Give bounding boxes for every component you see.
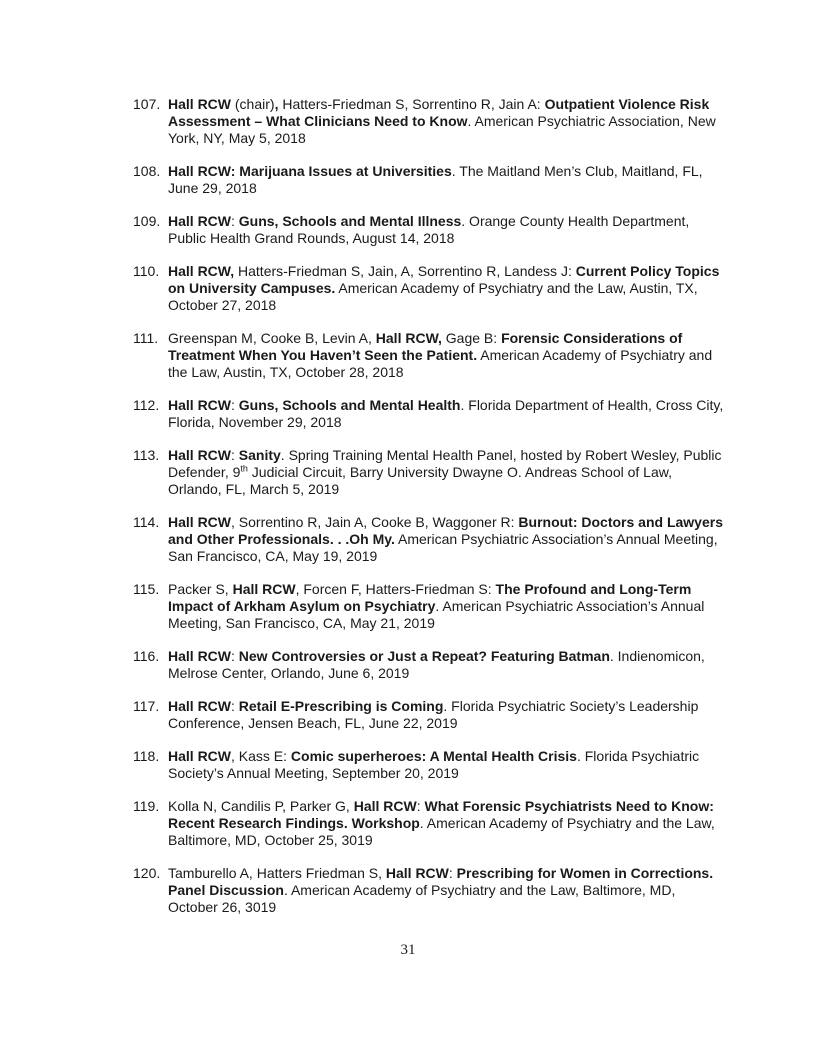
list-item bbox=[0, 865, 816, 916]
item-number: 117. bbox=[133, 698, 160, 714]
citation-text-segment: . The Maitland Men’s Club, Maitland, FL, June 29, 2018 bbox=[168, 163, 703, 196]
citation-bold-text: Hall RCW, bbox=[375, 330, 442, 346]
citation-text-segment: . Florida Psychiatric Society’s Leadership Conference, Jensen Beach, FL, June 22, 2019 bbox=[168, 698, 699, 731]
citation-bold-text: Outpatient Violence Risk Assessment – What Clinicians Need to Know bbox=[168, 96, 710, 129]
citation-text bbox=[168, 263, 728, 314]
citation-text-segment: (chair) bbox=[231, 96, 275, 112]
citation-bold-text: , bbox=[274, 96, 279, 112]
citation-text-segment: : bbox=[448, 865, 457, 881]
list-item bbox=[0, 330, 816, 381]
list-item bbox=[0, 648, 816, 682]
citation-text-segment: th bbox=[240, 463, 248, 474]
citation-bold-text: What Forensic Psychiatrists Need to Know: Recent Research Findings. Workshop bbox=[168, 798, 714, 831]
citation-bold-text: Burnout: Doctors and Lawyers and Other Professionals. . .Oh My. bbox=[168, 514, 723, 547]
citation-text-segment: . Spring Training Mental Health Panel, hosted by Robert Wesley, Public Defender, 9 bbox=[168, 447, 722, 480]
citation-bold-text: Hall RCW bbox=[385, 865, 449, 881]
citation-text-segment: Kolla N, Candilis P, Parker G, bbox=[168, 798, 354, 814]
citation-text bbox=[168, 514, 728, 565]
citation-text-segment: . American Psychiatric Association, New York, NY, May 5, 2018 bbox=[168, 113, 716, 146]
list-item bbox=[0, 698, 816, 732]
page-number: 31 bbox=[400, 942, 416, 958]
citation-text bbox=[168, 865, 728, 916]
citation-text bbox=[168, 581, 728, 632]
citation-bold-text: Hall RCW bbox=[168, 698, 231, 714]
citation-text-segment: . Orange County Health Department, Public Health Grand Rounds, August 14, 2018 bbox=[168, 213, 690, 246]
citation-text bbox=[168, 397, 728, 431]
item-number: 115. bbox=[133, 581, 160, 597]
item-number: 113. bbox=[133, 447, 160, 463]
citation-bold-text: Hall RCW bbox=[168, 213, 231, 229]
citation-bold-text: Hall RCW bbox=[168, 748, 231, 764]
citation-text bbox=[168, 798, 728, 849]
citation-bold-text: Guns, Schools and Mental Illness bbox=[238, 213, 462, 229]
citation-bold-text: Comic superheroes: A Mental Health Crisis bbox=[290, 748, 577, 764]
list-item bbox=[0, 581, 816, 632]
citation-text-segment: American Psychiatric Association’s Annual Meeting, San Francisco, CA, May 19, 2019 bbox=[168, 531, 718, 564]
citation-text-segment: . Florida Department of Health, Cross City, Florida, November 29, 2018 bbox=[168, 397, 724, 430]
citation-text-segment: : bbox=[231, 213, 239, 229]
citation-bold-text: Hall RCW: Marijuana Issues at Universities bbox=[168, 163, 452, 179]
item-number: 116. bbox=[133, 648, 160, 664]
citation-text-segment: . American Academy of Psychiatry and the Law, Baltimore, MD, October 25, 3019 bbox=[168, 815, 715, 848]
citation-text-segment: Hatters-Friedman S, Jain, A, Sorrentino R, Landess J: bbox=[234, 263, 576, 279]
citation-text bbox=[168, 330, 728, 381]
citation-text-segment: Hatters-Friedman S, Sorrentino R, Jain A: bbox=[278, 96, 545, 112]
citation-text-segment: Tamburello A, Hatters Friedman S, bbox=[168, 865, 386, 881]
item-number: 112. bbox=[133, 397, 160, 413]
citation-bold-text: Current Policy Topics on University Campuses. bbox=[168, 263, 720, 296]
citation-text-segment: Gage B: bbox=[441, 330, 502, 346]
item-number: 119. bbox=[133, 798, 160, 814]
item-number: 110. bbox=[133, 263, 160, 279]
list-item bbox=[0, 397, 816, 431]
citation-text-segment: : bbox=[231, 447, 239, 463]
citation-text bbox=[168, 213, 728, 247]
citation-text bbox=[168, 163, 728, 197]
citation-bold-text: Sanity bbox=[238, 447, 281, 463]
presentations-list bbox=[0, 96, 816, 932]
list-item bbox=[0, 263, 816, 314]
citation-bold-text: Hall RCW bbox=[353, 798, 417, 814]
citation-bold-text: New Controversies or Just a Repeat? Featuring Batman bbox=[238, 648, 610, 664]
citation-bold-text: Hall RCW bbox=[168, 447, 231, 463]
item-number: 107. bbox=[133, 96, 161, 112]
citation-text-segment: Greenspan M, Cooke B, Levin A, bbox=[168, 330, 376, 346]
citation-text-segment: . Indienomicon, Melrose Center, Orlando, June 6, 2019 bbox=[168, 648, 705, 681]
citation-text-segment: . Florida Psychiatric Society’s Annual Meeting, September 20, 2019 bbox=[168, 748, 700, 781]
citation-text-segment: American Academy of Psychiatry and the Law, Austin, TX, October 27, 2018 bbox=[168, 280, 698, 313]
list-item bbox=[0, 514, 816, 565]
list-item bbox=[0, 748, 816, 782]
citation-text-segment: Packer S, bbox=[168, 581, 233, 597]
list-item bbox=[0, 798, 816, 849]
citation-bold-text: The Profound and Long-Term Impact of Arkham Asylum on Psychiatry bbox=[168, 581, 692, 614]
citation-text-segment: , Kass E: bbox=[231, 748, 291, 764]
item-number: 109. bbox=[133, 213, 161, 229]
citation-bold-text: Hall RCW bbox=[232, 581, 296, 597]
list-item bbox=[0, 447, 816, 498]
item-number: 111. bbox=[133, 330, 159, 346]
citation-bold-text: Forensic Considerations of Treatment When You Haven’t Seen the Patient. bbox=[168, 330, 683, 363]
item-number: 114. bbox=[133, 514, 160, 530]
citation-bold-text: Hall RCW bbox=[168, 514, 231, 530]
citation-text-segment: : bbox=[231, 397, 239, 413]
citation-text-segment: : bbox=[231, 698, 239, 714]
citation-text-segment: American Academy of Psychiatry and the Law, Austin, TX, October 28, 2018 bbox=[168, 347, 713, 380]
item-number: 120. bbox=[133, 865, 161, 881]
citation-bold-text: Hall RCW bbox=[168, 96, 231, 112]
list-item bbox=[0, 163, 816, 197]
list-item bbox=[0, 213, 816, 247]
citation-text-segment: . American Academy of Psychiatry and the Law, Baltimore, MD, October 26, 3019 bbox=[168, 882, 676, 915]
citation-text bbox=[168, 96, 728, 147]
citation-bold-text: Hall RCW bbox=[168, 397, 231, 413]
citation-bold-text: Hall RCW bbox=[168, 648, 231, 664]
citation-text-segment: , Sorrentino R, Jain A, Cooke B, Waggoner R: bbox=[231, 514, 519, 530]
citation-text bbox=[168, 648, 728, 682]
citation-text-segment: . American Psychiatric Association’s Annual Meeting, San Francisco, CA, May 21, 2019 bbox=[168, 598, 705, 631]
item-number: 118. bbox=[133, 748, 160, 764]
citation-text-segment: Judicial Circuit, Barry University Dwayne O. Andreas School of Law, Orlando, FL, March 5, 2019 bbox=[168, 464, 672, 497]
citation-bold-text: Guns, Schools and Mental Health bbox=[238, 397, 461, 413]
item-number: 108. bbox=[133, 163, 161, 179]
citation-bold-text: Hall RCW, bbox=[168, 263, 235, 279]
citation-text-segment: : bbox=[416, 798, 425, 814]
citation-text-segment: : bbox=[231, 648, 239, 664]
citation-text bbox=[168, 698, 728, 732]
citation-bold-text: Retail E-Prescribing is Coming bbox=[238, 698, 444, 714]
list-item bbox=[0, 96, 816, 147]
citation-text bbox=[168, 748, 728, 782]
citation-text bbox=[168, 447, 728, 498]
citation-text-segment: , Forcen F, Hatters-Friedman S: bbox=[295, 581, 496, 597]
citation-bold-text: Prescribing for Women in Corrections. Panel Discussion bbox=[168, 865, 714, 898]
